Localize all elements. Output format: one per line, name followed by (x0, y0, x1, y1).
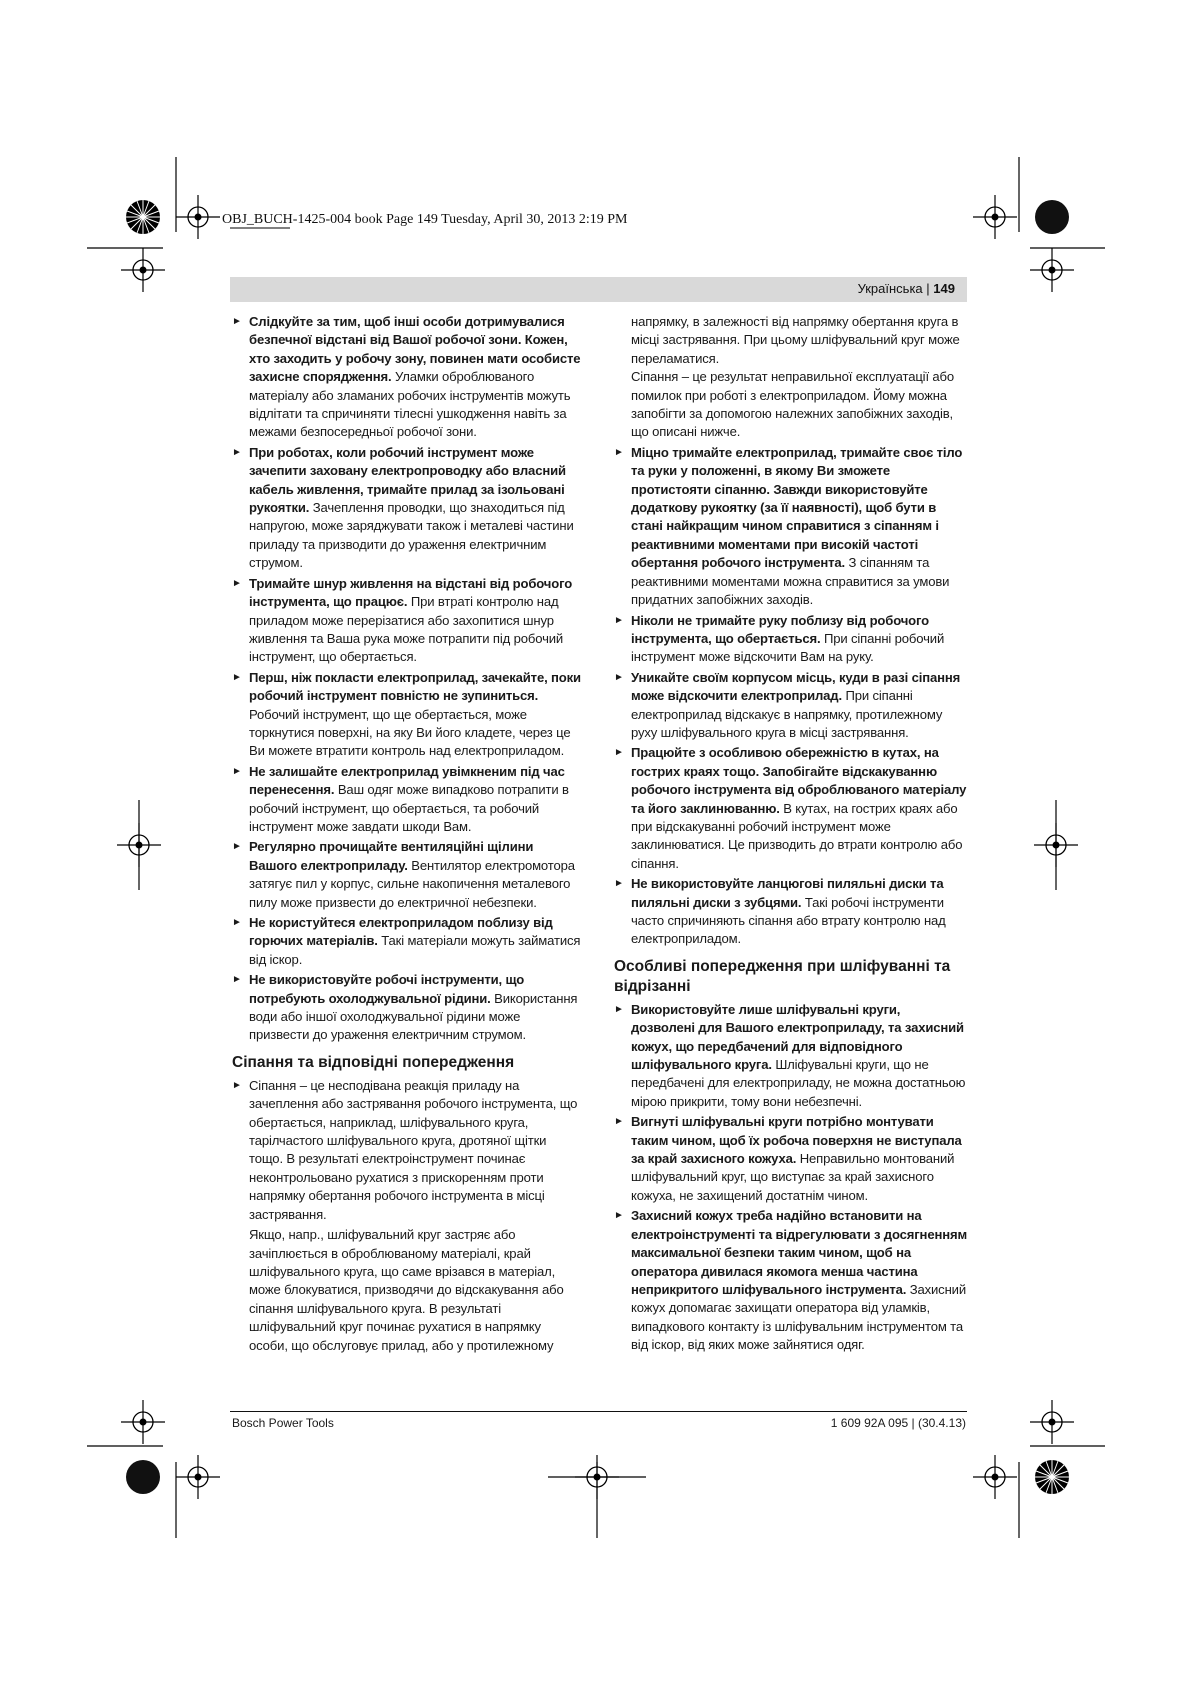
warning-bold: Міцно тримайте електроприлад, тримайте своє тіло та руки у положенні, в якому Ви зможете протистояти сіпанню. Завжди використовуйте додаткову рукоятку (за її наявності), щоб бути в стані найкращим чином справитися з сіпанням і реактивними моментами при високій частоті обертання робочого інструмента. (631, 444, 963, 571)
warning-bold: Не залишайте електроприлад увімкненим під час перенесення. (249, 763, 565, 798)
section-heading-grinding: Особливі попередження при шліфуванні та відрізанні (614, 957, 951, 995)
footer-rule (230, 1411, 967, 1412)
registration-solid-icon (126, 1460, 160, 1494)
bullet-triangle-icon: ► (232, 1079, 242, 1091)
warning-text: При сіпанні робочий інструмент може відскочити Вам на руку. (631, 630, 945, 665)
registration-cross-icon (121, 248, 165, 292)
section-heading-kickback: Сіпання та відповідні попередження (232, 1053, 515, 1071)
warning-bold: Працюйте з особливою обережністю в кутах, на гострих краях тощо. Запобігайте відскакуванню робочого інструмента від оброблюваного матеріалу та його заклинюванню. (631, 745, 967, 816)
warning-bullet (614, 1207, 967, 1354)
bullet-triangle-icon: ► (232, 917, 242, 928)
warning-bold: Захисний кожух треба надійно встановити на електроінструменті та відрегулювати з досягненням максимальної безпеки таким чином, щоб на оператора дивилася якомога менша частина неприкритого шліфувального інструмента. (631, 1208, 967, 1297)
warning-bold: Уникайте своїм корпусом місць, куди в разі сіпання може відскочити електроприлад. (631, 669, 961, 704)
warning-text: Уламки оброблюваного матеріалу або зламаних робочих інструментів можуть відлітати та спричиняти тілесні ушкодження навіть за межами безпосередньої робочої зони. (249, 369, 571, 440)
bullet-triangle-icon: ► (614, 446, 624, 458)
running-header (230, 277, 967, 302)
warning-text: Робочий інструмент, що ще обертається, може торкнутися поверхні, на яку Ви його кладете, через це Ви можете втратити контроль над електроприладом. (249, 706, 571, 759)
warning-text: Такі робочі інструменти часто спричиняють сіпання або втрату контролю над електроприладом. (631, 894, 946, 947)
warning-bullet (232, 763, 582, 837)
bullet-triangle-icon: ► (614, 1116, 624, 1128)
warning-bullet (614, 1113, 967, 1205)
warning-text: Шліфувальні круги, що не передбачені для електроприладу, не можна достатньою мірою прикрити, тому вони небезпечні. (631, 1057, 966, 1109)
warning-text: Захисний кожух допомагає захищати оператора від уламків, випадкового контакту із шліфувальним інструментом та від іскор, від яких може зайнятися одяг. (631, 1281, 966, 1353)
warning-text: При сіпанні електроприлад відскакує в напрямку, протилежному руху шліфувального круга в місці застрявання. (631, 688, 943, 740)
footer-doc-code: 1 609 92A 095 | (30.4.13) (830, 1416, 966, 1430)
warning-bullet (614, 875, 967, 949)
warning-bullet (614, 669, 967, 743)
registration-star-icon (126, 200, 160, 234)
warning-text: З сіпанням та реактивними моментами можна справитися за умови придатних запобіжних заходів. (631, 555, 950, 608)
kickback-continuation: Якщо, напр., шліфувальний круг застряє або зачіплюється в оброблюваному матеріалі, край шліфувального круга, що саме врізався в матеріал, може блокуватися, призводячи до відскакування або сіпання шліфувального круга. В результаті шліфувальний круг починає рухатися в напрямку особи, що обслуговує прилад, або у протилежному (249, 1227, 564, 1353)
registration-cross-icon (176, 1455, 220, 1499)
warning-bullet (232, 971, 582, 1045)
registration-cross-icon (1030, 1400, 1074, 1444)
kickback-bullet (232, 1077, 582, 1224)
warning-bold: Слідкуйте за тим, щоб інші особи дотримувалися безпечної відстані від Вашої робочої зони. Кожен, хто заходить у робочу зону, повинен мати особисте захисне спорядження. (249, 314, 581, 385)
warning-bullet (232, 914, 582, 969)
bullet-triangle-icon: ► (232, 577, 242, 589)
bullet-triangle-icon: ► (614, 747, 624, 759)
bullet-triangle-icon: ► (614, 614, 624, 626)
warning-bold: Не використовуйте робочі інструменти, що потребують охолоджувальної рідини. (249, 972, 525, 1006)
warning-bullet (614, 444, 967, 610)
registration-cross-icon (973, 1455, 1017, 1499)
footer-brand: Bosch Power Tools (232, 1416, 334, 1430)
right-column (614, 313, 967, 1357)
bullet-triangle-icon: ► (232, 974, 242, 986)
warning-text: Такі матеріали можуть займатися від іскор. (249, 933, 581, 967)
warning-bold: Вигнуті шліфувальні круги потрібно монтувати таким чином, щоб їх робоча поверхня не виступала за край захисного кожуха. (631, 1114, 962, 1167)
warning-bullet (232, 838, 582, 912)
bullet-triangle-icon: ► (614, 1003, 624, 1015)
warning-bullet (232, 313, 582, 442)
warning-bold: Не використовуйте ланцюгові пиляльні диски та пиляльні диски з зубцями. (631, 876, 944, 910)
warning-text: Ваш одяг може випадково потрапити в робочий інструмент, що обертається, та робочий інструмент може завдати шкоди Вам. (249, 782, 569, 834)
kickback-text: Сіпання – це несподівана реакція приладу на зачеплення або застрявання робочого інструмента, що обертається, наприклад, шліфувального круга, тарілчастого шліфувального круга, дротяної щітки тощо. В результаті електроінструмент починає неконтрольовано рухатися з прискоренням проти напрямку обертання робочого інструмента в місці застрявання. (249, 1077, 578, 1222)
page-number: 149 (933, 281, 955, 296)
registration-star-icon (1035, 1460, 1069, 1494)
registration-cross-icon (176, 195, 220, 239)
warning-bullet (232, 444, 582, 573)
warning-text: Використання води або іншої охолоджувальної рідини може призвести до ураження електричним струмом. (249, 990, 578, 1043)
bullet-triangle-icon: ► (232, 671, 242, 683)
bullet-triangle-icon: ► (614, 1210, 624, 1222)
bullet-triangle-icon: ► (614, 671, 624, 683)
bullet-triangle-icon: ► (232, 316, 242, 327)
registration-cross-icon (121, 1400, 165, 1444)
left-column (232, 313, 582, 1355)
warning-text: В кутах, на гострих краях або при відскакуванні робочий інструмент може заклинюватися. Це призводить до втрати контролю або сіпання. (631, 800, 963, 871)
header-language: Українська (857, 281, 923, 296)
bullet-triangle-icon: ► (232, 841, 242, 853)
warning-text: При втраті контролю над приладом може перерізатися або захопитися шнур живлення та Ваша рука може потрапити під робочий інструмент, що обертається. (249, 594, 564, 665)
registration-cross-icon (1030, 248, 1074, 292)
warning-bullet (614, 1001, 967, 1111)
warning-bold: Перш, ніж покласти електроприлад, зачекайте, поки робочий інструмент повністю не зупиниться. (249, 669, 581, 704)
warning-bullet (614, 612, 967, 667)
continued-paragraph: напрямку, в залежності від напрямку обертання круга в місці застрявання. При цьому шліфувальний круг може переламатися. (631, 314, 960, 366)
warning-bold: При роботах, коли робочий інструмент може зачепити заховану електропроводку або власний кабель живлення, тримайте прилад за ізольовані рукоятки. (249, 444, 566, 516)
bullet-triangle-icon: ► (232, 446, 242, 458)
bullet-triangle-icon: ► (232, 765, 242, 777)
warning-text: Неправильно монтований шліфувальний круг, що виступає за край захисного кожуха, не захищений достатнім чином. (631, 1151, 955, 1203)
warning-bullet (232, 669, 582, 761)
header-text (858, 281, 955, 296)
bullet-triangle-icon: ► (614, 878, 624, 890)
registration-solid-icon (1035, 200, 1069, 234)
continued-paragraph: Сіпання – це результат неправильної експлуатації або помилок при роботі з електроприладом. Йому можна запобігти за допомогою належних запобіжних заходів, що описані нижче. (631, 369, 955, 440)
warning-text: Вентилятор електромотора затягує пил у корпус, сильне накопичення металевого пилу може призвести до електричної небезпеки. (249, 857, 575, 910)
warning-bullet (614, 744, 967, 873)
warning-bold: Тримайте шнур живлення на відстані від робочого інструмента, що працює. (249, 575, 573, 610)
header-separator: | (926, 281, 930, 296)
registration-cross-icon (973, 195, 1017, 239)
warning-bold: Не користуйтеся електроприладом поблизу від горючих матеріалів. (249, 915, 553, 949)
warning-bullet (232, 575, 582, 667)
warning-text: Зачеплення проводки, що знаходиться під напругою, може заряджувати також і металеві частини приладу та призводити до ураження електричним струмом. (249, 500, 574, 571)
warning-bold: Використовуйте лише шліфувальні круги, дозволені для Вашого електроприладу, та захисний кожух, що передбачений для відповідного шліфувального круга. (631, 1001, 964, 1073)
warning-bold: Регулярно прочищайте вентиляційні щілини Вашого електроприладу. (249, 839, 534, 873)
print-slug: OBJ_BUCH-1425-004 book Page 149 Tuesday, April 30, 2013 2:19 PM (222, 212, 628, 227)
warning-bold: Ніколи не тримайте руку поблизу від робочого інструмента, що обертається. (631, 612, 930, 646)
